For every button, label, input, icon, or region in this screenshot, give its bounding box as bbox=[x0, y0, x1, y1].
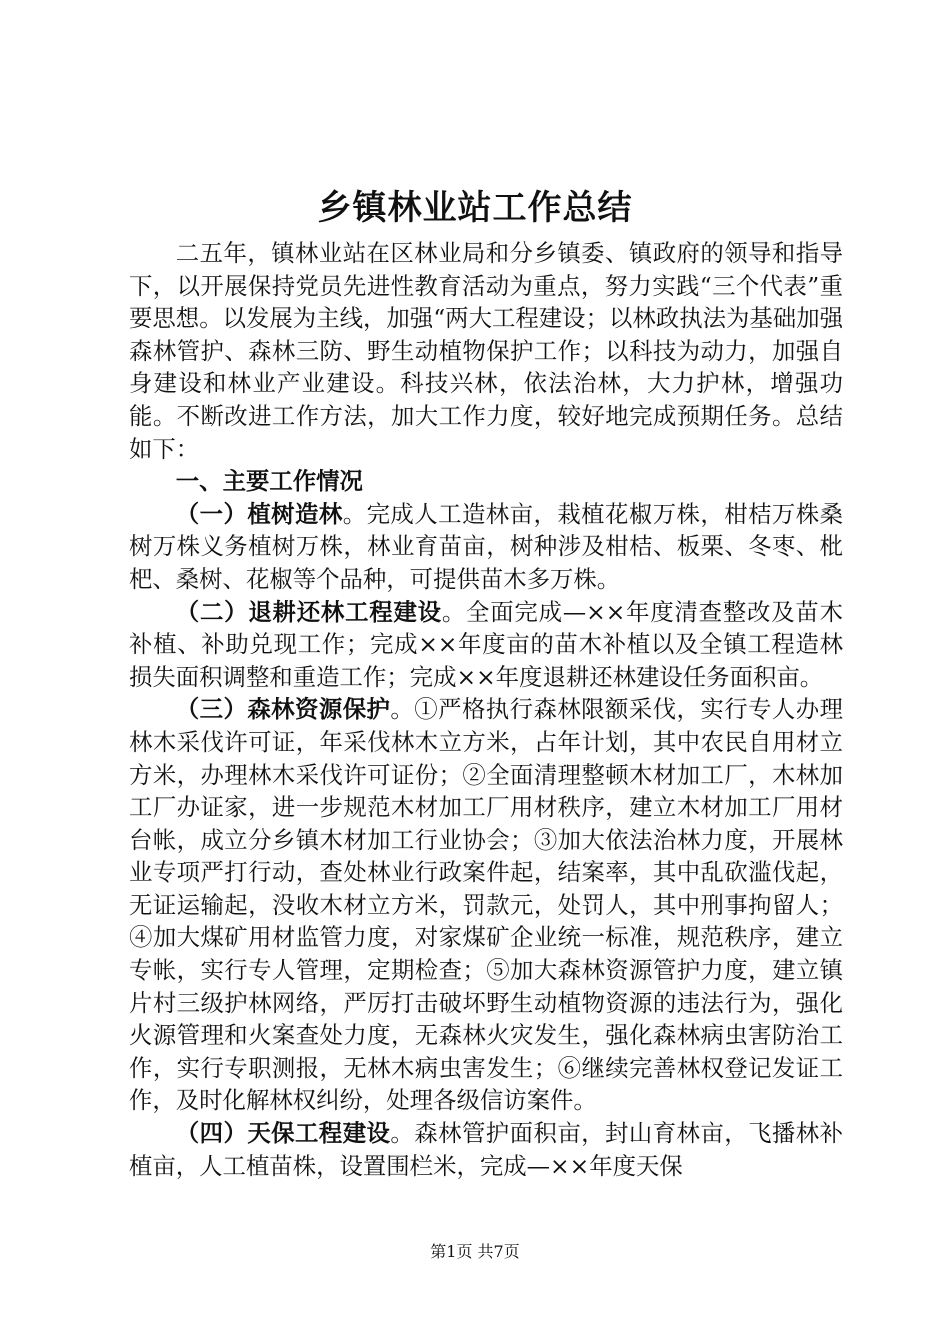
intro-paragraph: 二五年，镇林业站在区林业局和分乡镇委、镇政府的领导和指导下，以开展保持党员先进性教育活动为重点，努力实践“三个代表”重要思想。以发展为主线，加强“两大工程建设；以林政执法为基础加强森林管护、森林三防、野生动植物保护工作；以科技为动力，加强自身建设和林业产业建设。科技兴林，依法治林，大力护林，增强功能。不断改进工作方法，加大工作力度，较好地完成预期任务。总结如下： bbox=[129, 239, 843, 463]
paragraph-natural-forest bbox=[129, 1117, 843, 1182]
paragraph-text: 。森林管护面积亩，封山育林亩，飞播林补植亩，人工植苗株，设置围栏米，完成—××年度天保 bbox=[129, 1119, 844, 1180]
paragraph-forest-protection bbox=[129, 693, 843, 1117]
subheading-afforestation: （一）植树造林 bbox=[175, 499, 343, 528]
subheading-forest-protection: （三）森林资源保护 bbox=[175, 695, 391, 724]
page-number: 第1页 共7页 bbox=[430, 1242, 520, 1261]
document-body bbox=[129, 237, 843, 1182]
paragraph-text: 。①严格执行森林限额采伐，实行专人办理林木采伐许可证，年采伐林木立方米，占年计划，其中农民自用材立方米，办理林木采伐许可证份；②全面清理整顿木材加工厂，木林加工厂办证家，进一步规范木材加工厂用材秩序，建立木材加工厂用材台帐，成立分乡镇木材加工行业协会；③加大依法治林力度，开展林业专项严打行动，查处林业行政案件起，结案率，其中乱砍滥伐起，无证运输起，没收木材立方米，罚款元，处罚人，其中刑事拘留人；④加大煤矿用材监管力度，对家煤矿企业统一标准，规范秩序，建立专帐，实行专人管理，定期检查；⑤加大森林资源管护力度，建立镇片村三级护林网络，严厉打击破坏野生动植物资源的违法行为，强化火源管理和火案查处力度，无森林火灾发生，强化森林病虫害防治工作，实行专职测报，无林木病虫害发生；⑥继续完善林权登记发证工作，及时化解林权纠纷，处理各级信访案件。 bbox=[129, 695, 844, 1115]
paragraph-text: 。全面完成—××年度清查整改及苗木补植、补助兑现工作；完成××年度亩的苗木补植以及全镇工程造林损失面积调整和重造工作；完成××年度退耕还林建设任务面积亩。 bbox=[129, 597, 843, 691]
paragraph-grain-for-green bbox=[129, 596, 843, 694]
paragraph-text: 。完成人工造林亩，栽植花椒万株，柑桔万株桑树万株义务植树万株，林业育苗亩，树种涉及柑桔、板栗、冬枣、枇杷、桑树、花椒等个品种，可提供苗木多万株。 bbox=[129, 499, 844, 593]
subheading-grain-for-green: （二）退耕还林工程建设 bbox=[175, 597, 442, 626]
section-heading: 一、主要工作情况 bbox=[175, 467, 363, 496]
subheading-natural-forest: （四）天保工程建设 bbox=[175, 1119, 391, 1148]
document-title: 乡镇林业站工作总结 bbox=[317, 188, 633, 228]
paragraph-afforestation bbox=[129, 498, 843, 596]
